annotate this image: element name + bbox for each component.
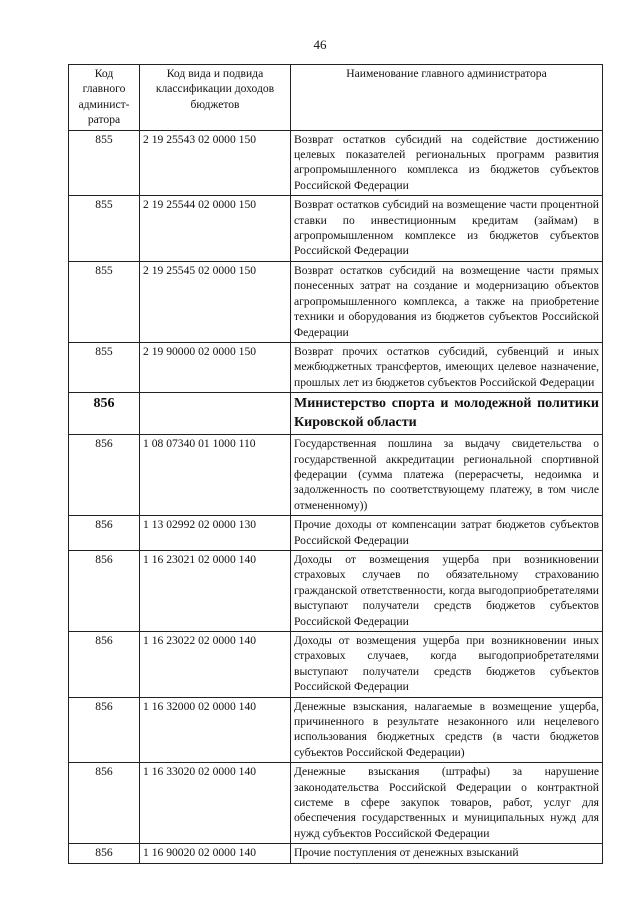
cell-admin-name: Прочие поступления от денежных взысканий xyxy=(291,844,603,863)
cell-admin-code: 856 xyxy=(69,550,140,631)
table-header-row xyxy=(69,65,603,131)
cell-admin-code: 856 xyxy=(69,763,140,844)
cell-revenue-kind-code: 1 16 23021 02 0000 140 xyxy=(140,550,291,631)
cell-admin-code: 856 xyxy=(69,697,140,763)
cell-admin-code: 856 xyxy=(69,393,140,435)
cell-admin-code: 856 xyxy=(69,632,140,698)
header-admin-code: Код главного админист-ратора xyxy=(69,65,140,131)
ministry-row xyxy=(69,393,603,435)
cell-revenue-kind-code: 2 19 25544 02 0000 150 xyxy=(140,196,291,262)
table-row xyxy=(69,550,603,631)
cell-admin-name: Доходы от возмещения ущерба при возникновении иных страховых случаев, когда выгодоприобретателями выступают получатели средств бюджетов субъектов Российской Федерации xyxy=(291,632,603,698)
table-row xyxy=(69,763,603,844)
cell-admin-code: 855 xyxy=(69,342,140,392)
cell-admin-code: 855 xyxy=(69,261,140,342)
cell-admin-name: Возврат остатков субсидий на содействие достижению целевых показателей региональных программ развития агропромышленного комплекса из бюджетов субъектов Российской Федерации xyxy=(291,130,603,196)
table-row xyxy=(69,516,603,551)
cell-revenue-kind-code: 1 16 90020 02 0000 140 xyxy=(140,844,291,863)
cell-admin-code: 856 xyxy=(69,516,140,551)
cell-admin-name: Возврат остатков субсидий на возмещение части процентной ставки по инвестиционным кредитам (займам) в агропромышленном комплексе из бюджетов субъектов Российской Федерации xyxy=(291,196,603,262)
cell-revenue-kind-code: 2 19 25545 02 0000 150 xyxy=(140,261,291,342)
cell-revenue-kind-code: 2 19 90000 02 0000 150 xyxy=(140,342,291,392)
cell-revenue-kind-code xyxy=(140,393,291,435)
cell-admin-name: Денежные взыскания, налагаемые в возмещение ущерба, причиненного в результате незаконного или нецелевого использования бюджетных средств (в части бюджетов субъектов Российской Федерации) xyxy=(291,697,603,763)
revenue-admin-table xyxy=(68,64,603,864)
cell-admin-name: Денежные взыскания (штрафы) за нарушение законодательства Российской Федерации о контрактной системе в сфере закупок товаров, работ, услуг для обеспечения государственных и муниципальных нужд для нужд субъектов Российской Федерации xyxy=(291,763,603,844)
table-body xyxy=(69,130,603,863)
table-row xyxy=(69,435,603,516)
cell-admin-name: Государственная пошлина за выдачу свидетельства о государственной аккредитации региональной спортивной федерации (сумма платежа (перерасчеты, недоимка и задолженность по соответствующему платежу, в том числе отмененному)) xyxy=(291,435,603,516)
cell-admin-name: Прочие доходы от компенсации затрат бюджетов субъектов Российской Федерации xyxy=(291,516,603,551)
table-row xyxy=(69,697,603,763)
cell-admin-name: Возврат прочих остатков субсидий, субвенций и иных межбюджетных трансфертов, имеющих целевое назначение, прошлых лет из бюджетов субъектов Российской Федерации xyxy=(291,342,603,392)
page-number: 46 xyxy=(313,37,327,52)
cell-revenue-kind-code: 1 13 02992 02 0000 130 xyxy=(140,516,291,551)
cell-admin-code: 855 xyxy=(69,196,140,262)
cell-revenue-kind-code: 1 16 33020 02 0000 140 xyxy=(140,763,291,844)
table-row xyxy=(69,261,603,342)
cell-revenue-kind-code: 1 16 23022 02 0000 140 xyxy=(140,632,291,698)
cell-revenue-kind-code: 1 08 07340 01 1000 110 xyxy=(140,435,291,516)
cell-revenue-kind-code: 2 19 25543 02 0000 150 xyxy=(140,130,291,196)
cell-revenue-kind-code: 1 16 32000 02 0000 140 xyxy=(140,697,291,763)
table-row xyxy=(69,196,603,262)
table-row xyxy=(69,844,603,863)
header-admin-name: Наименование главного администратора xyxy=(291,65,603,131)
cell-admin-code: 855 xyxy=(69,130,140,196)
table-row xyxy=(69,632,603,698)
header-revenue-kind-code: Код вида и подвида классификации доходов бюджетов xyxy=(140,65,291,131)
cell-admin-code: 856 xyxy=(69,844,140,863)
cell-admin-code: 856 xyxy=(69,435,140,516)
table-row xyxy=(69,130,603,196)
cell-admin-name: Министерство спорта и молодежной политики Кировской области xyxy=(291,393,603,435)
cell-admin-name: Возврат остатков субсидий на возмещение части прямых понесенных затрат на создание и модернизацию объектов агропромышленного комплекса, а также на приобретение техники и оборудования из бюджетов субъектов Российской Федерации xyxy=(291,261,603,342)
cell-admin-name: Доходы от возмещения ущерба при возникновении страховых случаев по обязательному страхованию гражданской ответственности, когда выгодоприобретателями выступают получатели средств бюджетов субъектов Российской Федерации xyxy=(291,550,603,631)
table-row xyxy=(69,342,603,392)
